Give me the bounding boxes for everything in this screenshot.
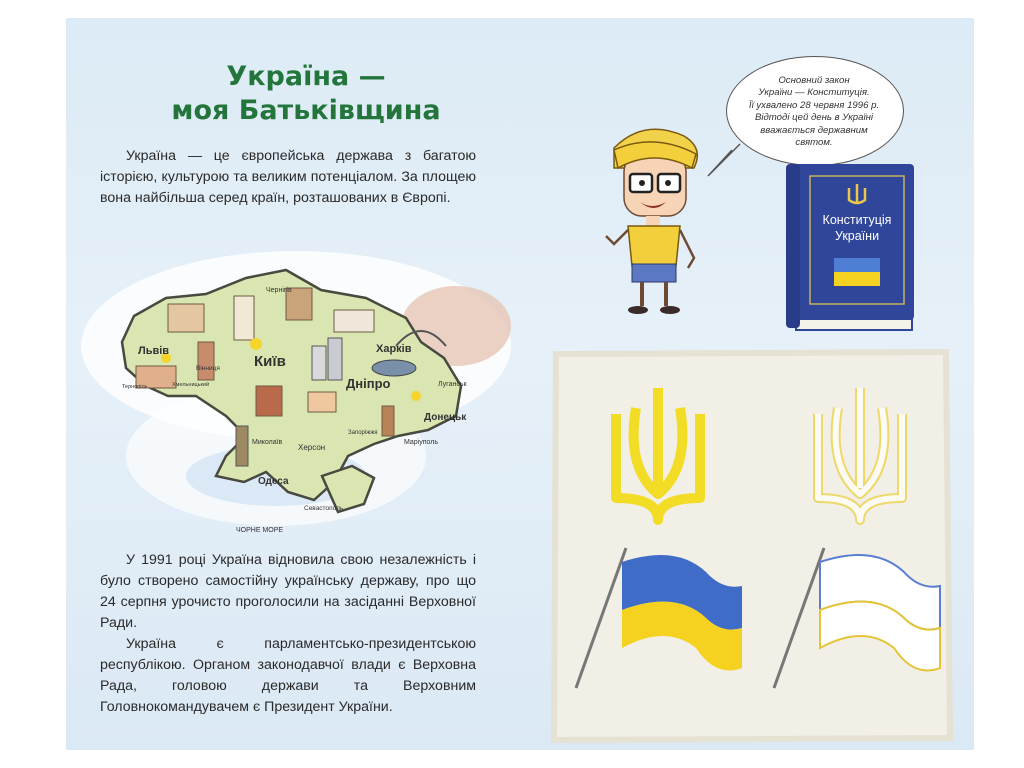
book-title-1: Конституція (822, 213, 892, 227)
book-flag-yellow (834, 272, 880, 286)
city-mariupol: Маріуполь (404, 439, 439, 446)
city-donetsk: Донецьк (424, 412, 467, 423)
page (66, 18, 974, 750)
city-kherson: Херсон (298, 443, 326, 452)
city-khmelnytskyi: Хмельницький (172, 382, 210, 388)
city-mykolaiv: Миколаїв (252, 439, 283, 446)
ukraine-map-illustration (76, 246, 516, 546)
city-kharkiv: Харків (376, 343, 412, 355)
city-sevastopol: Севастополь (304, 505, 344, 512)
symbols-panel (546, 348, 956, 746)
constitution-book (786, 162, 918, 338)
independence-text: У 1991 році Україна відновила свою незалежність і було створено самостійну українську державу, про що 24 серпня урочисто проголосили на засіданні Верховної Ради. (100, 552, 476, 631)
government-text: Україна є парламентсько-президентською республікою. Органом законодавчої влади є Верховна Рада, головою держави та Верховним Головнокомандувачем є Президент України. (100, 636, 476, 715)
boy-character (584, 118, 724, 318)
title-line-2: моя Батьківщина (171, 95, 441, 126)
city-zaporizhzhia: Запоріжжя (348, 430, 378, 436)
city-kyiv: Київ (254, 353, 286, 370)
city-odesa: Одеса (258, 476, 289, 487)
black-sea-label: ЧОРНЕ МОРЕ (236, 527, 284, 534)
bottom-paragraphs (100, 550, 476, 718)
speech-text: Основний закон України — Конституція. Її ухвалено 28 червня 1996 р. Відтоді цей день в Україні вважається державним святом. (748, 75, 880, 149)
city-ternopil: Тернопіль (122, 384, 148, 390)
book-title-2: України (834, 229, 880, 243)
page-title (156, 60, 456, 128)
intro-paragraph (100, 146, 476, 209)
book-flag-blue (834, 258, 880, 272)
city-chernihiv: Чернігів (266, 287, 292, 294)
intro-text: Україна — це європейська держава з багатою історією, культурою та великим потенціалом. За площею вона найбільша серед країн, розташованих в Європі. (100, 148, 476, 206)
city-dnipro: Дніпро (346, 376, 391, 391)
city-luhansk: Луганськ (438, 381, 467, 388)
city-lviv: Львів (138, 345, 170, 357)
title-line-1: Україна — (226, 61, 386, 92)
city-vinnytsia: Вінниця (196, 365, 220, 372)
